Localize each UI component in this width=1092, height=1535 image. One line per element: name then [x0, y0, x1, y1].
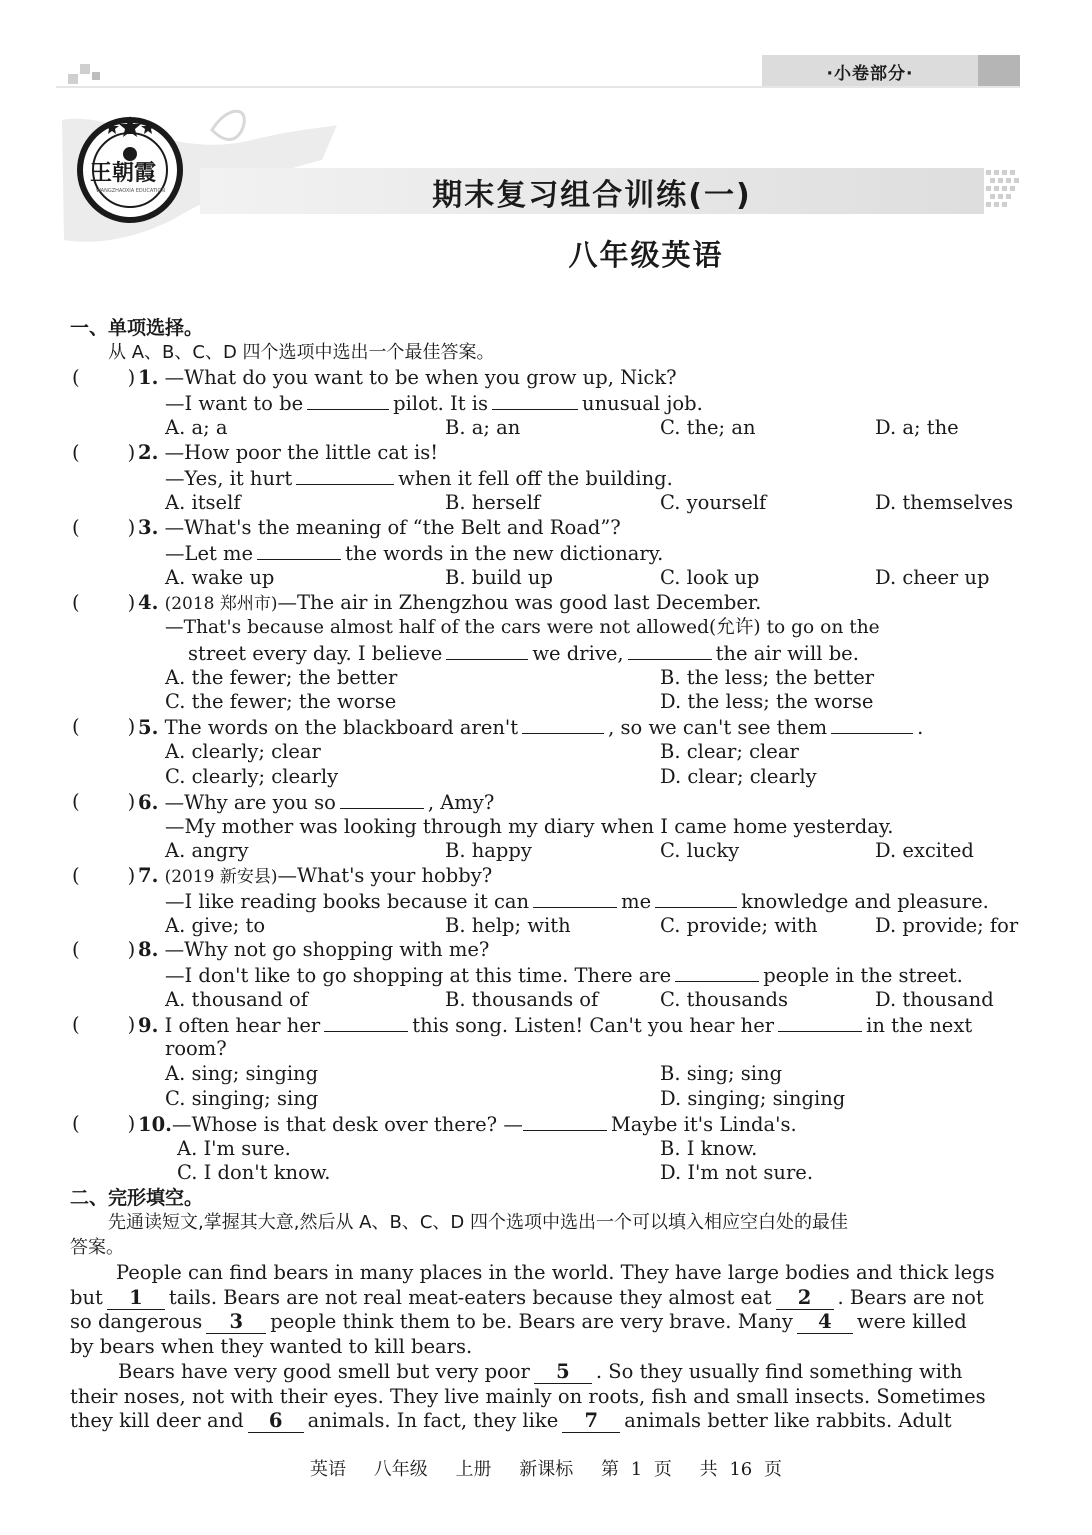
q3-option-b: B. build up	[445, 566, 553, 589]
section2-heading: 二、完形填空。	[70, 1187, 204, 1209]
q9-option-b: B. sing; sing	[660, 1062, 783, 1085]
cloze-blank-7[interactable]: 7	[562, 1410, 620, 1433]
answer-paren-4[interactable]: ( )	[72, 591, 136, 614]
page-subtitle: 八年级英语	[568, 238, 724, 272]
q2-option-a: A. itself	[165, 491, 241, 514]
footer-grade: 八年级	[373, 1459, 428, 1480]
cloze-blank-5[interactable]: 5	[534, 1361, 592, 1384]
question-9: 9. I often hear her this song. Listen! Can't you hear her in the next	[138, 1014, 973, 1037]
question-6: 6. —Why are you so , Amy?	[138, 791, 495, 814]
q7-option-b: B. help; with	[445, 914, 571, 937]
passage-line: so dangerous 3 people think them to be. Bears are very brave. Many 4 were killed	[70, 1310, 967, 1333]
question-4: 4. (2018 郑州市)—The air in Zhengzhou was good last December.	[138, 591, 762, 614]
question-8: 8. —Why not go shopping with me?	[138, 938, 490, 961]
question-7: 7. (2019 新安县)—What's your hobby?	[138, 864, 493, 887]
title-band-dots	[986, 168, 1026, 214]
q10-option-c: C. I don't know.	[177, 1161, 331, 1184]
passage-line: by bears when they wanted to kill bears.	[70, 1335, 473, 1358]
cloze-blank-2[interactable]: 2	[776, 1287, 834, 1310]
section1-heading: 一、单项选择。	[70, 317, 204, 339]
page-title: 期末复习组合训练(一)	[432, 178, 752, 213]
passage-line: but 1 tails. Bears are not real meat-eaters because they almost eat 2 . Bears are not	[70, 1286, 984, 1309]
question-8-line2: —I don't like to go shopping at this time. There are people in the street.	[165, 964, 963, 987]
question-1: 1. —What do you want to be when you grow up, Nick?	[138, 366, 677, 389]
answer-paren-3[interactable]: ( )	[72, 516, 136, 539]
q8-option-d: D. thousand	[875, 988, 994, 1011]
question-9-line2: room?	[165, 1037, 227, 1060]
section-badge	[762, 55, 1020, 86]
answer-paren-6[interactable]: ( )	[72, 790, 136, 813]
footer-subject: 英语	[310, 1459, 347, 1480]
cloze-blank-1[interactable]: 1	[107, 1287, 165, 1310]
question-4-line2: —That's because almost half of the cars were not allowed(允许) to go on the	[165, 617, 880, 638]
q7-option-d: D. provide; for	[875, 914, 1019, 937]
q6-option-b: B. happy	[445, 839, 532, 862]
q2-option-b: B. herself	[445, 491, 541, 514]
q10-option-d: D. I'm not sure.	[660, 1161, 814, 1184]
q5-option-c: C. clearly; clearly	[165, 765, 339, 788]
header-rule	[56, 86, 1020, 88]
section2-instruction: 先通读短文,掌握其大意,然后从 A、B、C、D 四个选项中选出一个可以填入相应空白处的最佳	[108, 1212, 848, 1233]
question-2: 2. —How poor the little cat is!	[138, 441, 439, 464]
q8-option-a: A. thousand of	[165, 988, 309, 1011]
q6-option-a: A. angry	[165, 839, 249, 862]
q3-option-c: C. look up	[660, 566, 760, 589]
passage-line: People can find bears in many places in the world. They have large bodies and thick legs	[116, 1261, 995, 1284]
q5-option-b: B. clear; clear	[660, 740, 799, 763]
q9-option-c: C. singing; sing	[165, 1087, 319, 1110]
q9-option-a: A. sing; singing	[165, 1062, 319, 1085]
q6-option-d: D. excited	[875, 839, 974, 862]
question-5: 5. The words on the blackboard aren't , so we can't see them .	[138, 716, 924, 739]
answer-paren-5[interactable]: ( )	[72, 715, 136, 738]
section-badge-label: ·小卷部分·	[826, 64, 914, 84]
footer-edition: 新课标	[519, 1459, 574, 1480]
cloze-blank-4[interactable]: 4	[797, 1311, 853, 1334]
answer-paren-8[interactable]: ( )	[72, 938, 136, 961]
q1-option-b: B. a; an	[445, 416, 521, 439]
q8-option-b: B. thousands of	[445, 988, 599, 1011]
footer-volume: 上册	[455, 1459, 492, 1480]
page-footer	[0, 1455, 1092, 1481]
answer-paren-1[interactable]: ( )	[72, 366, 136, 389]
q5-option-a: A. clearly; clear	[165, 740, 321, 763]
q10-option-b: B. I know.	[660, 1137, 758, 1160]
answer-paren-2[interactable]: ( )	[72, 441, 136, 464]
question-4-line3: street every day. I believe we drive, the air will be.	[188, 642, 859, 665]
corner-dots	[68, 64, 102, 86]
q4-option-c: C. the fewer; the worse	[165, 690, 397, 713]
footer-total: 共 16 页	[699, 1459, 782, 1480]
q8-option-c: C. thousands	[660, 988, 788, 1011]
passage-line: they kill deer and 6 animals. In fact, they like 7 animals better like rabbits. Adult	[70, 1409, 952, 1432]
passage-line: Bears have very good smell but very poor 5 . So they usually find something with	[118, 1360, 963, 1383]
question-3: 3. —What's the meaning of “the Belt and Road”?	[138, 516, 621, 539]
passage-line: their noses, not with their eyes. They live mainly on roots, fish and small insects. Sometimes	[70, 1385, 986, 1408]
q1-option-d: D. a; the	[875, 416, 959, 439]
question-10: 10.—Whose is that desk over there? — Maybe it's Linda's.	[138, 1113, 797, 1136]
answer-paren-7[interactable]: ( )	[72, 864, 136, 887]
question-6-line2: —My mother was looking through my diary when I came home yesterday.	[165, 815, 894, 838]
question-2-line2: —Yes, it hurt when it fell off the building.	[165, 467, 673, 490]
question-3-line2: —Let me the words in the new dictionary.	[165, 542, 664, 565]
q6-option-c: C. lucky	[660, 839, 740, 862]
section-badge-tab	[978, 55, 1020, 86]
q4-option-a: A. the fewer; the better	[165, 666, 398, 689]
cloze-blank-6[interactable]: 6	[248, 1410, 304, 1433]
question-7-line2: —I like reading books because it can me knowledge and pleasure.	[165, 890, 989, 913]
section2-instruction-cont: 答案。	[70, 1237, 124, 1258]
q2-option-c: C. yourself	[660, 491, 767, 514]
q4-option-b: B. the less; the better	[660, 666, 875, 689]
q7-option-a: A. give; to	[165, 914, 266, 937]
q4-option-d: D. the less; the worse	[660, 690, 874, 713]
cloze-blank-3[interactable]: 3	[206, 1311, 266, 1334]
q7-option-c: C. provide; with	[660, 914, 818, 937]
q3-option-a: A. wake up	[165, 566, 275, 589]
q10-option-a: A. I'm sure.	[177, 1137, 291, 1160]
question-1-line2: —I want to be pilot. It is unusual job.	[165, 392, 703, 415]
q1-option-c: C. the; an	[660, 416, 756, 439]
q9-option-d: D. singing; singing	[660, 1087, 846, 1110]
q1-option-a: A. a; a	[165, 416, 228, 439]
footer-page: 第 1 页	[600, 1459, 672, 1480]
logo-text: 王朝霞	[90, 160, 157, 186]
answer-paren-10[interactable]: ( )	[72, 1112, 136, 1135]
section1-instruction: 从 A、B、C、D 四个选项中选出一个最佳答案。	[108, 342, 495, 363]
q5-option-d: D. clear; clearly	[660, 765, 817, 788]
logo-ring-text: WANGZHAOXIA EDUCATION	[96, 188, 166, 194]
answer-paren-9[interactable]: ( )	[72, 1013, 136, 1036]
q2-option-d: D. themselves	[875, 491, 1014, 514]
q3-option-d: D. cheer up	[875, 566, 990, 589]
